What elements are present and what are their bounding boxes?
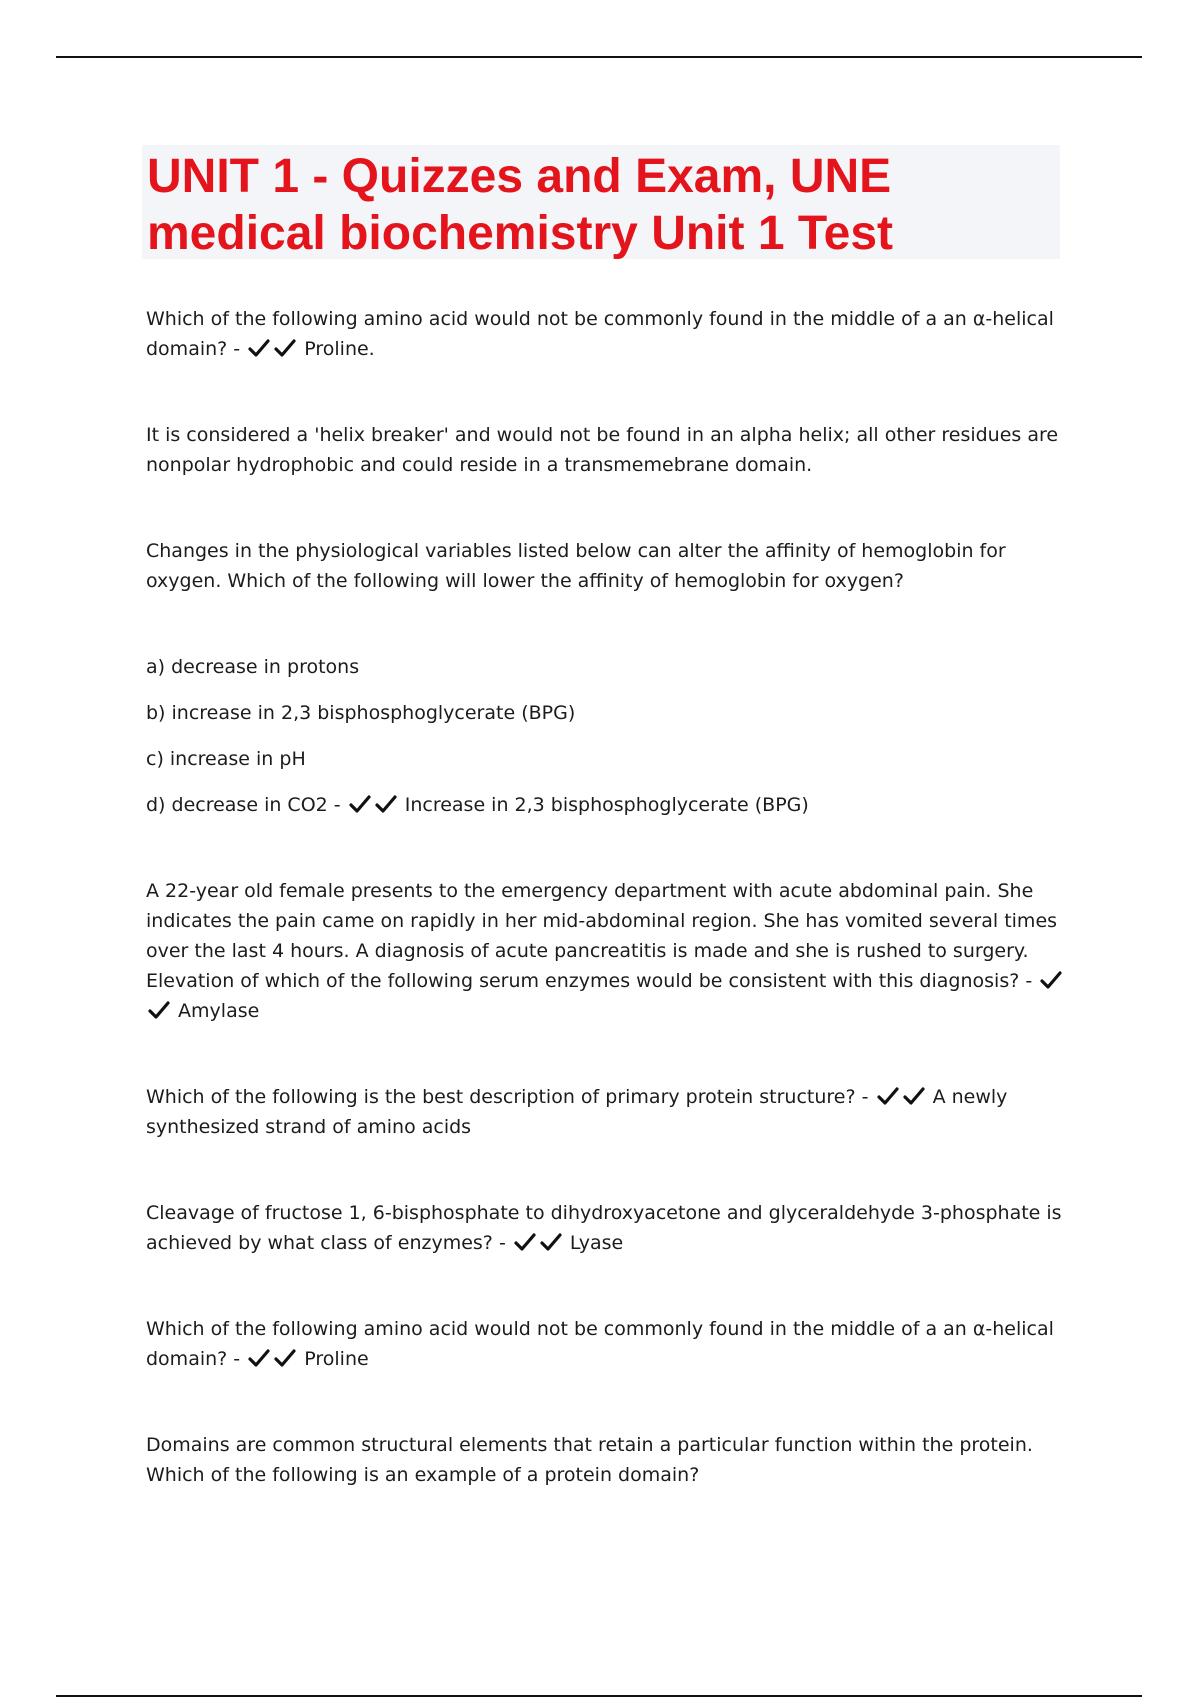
qa-item bbox=[146, 876, 1066, 1026]
qa-item bbox=[146, 1314, 1066, 1374]
option-d-text: d) decrease in CO2 bbox=[146, 794, 328, 816]
check-icon bbox=[540, 1233, 562, 1251]
answer-text: Lyase bbox=[569, 1232, 624, 1254]
qa-item bbox=[146, 1082, 1066, 1142]
answer-separator: - bbox=[498, 1232, 506, 1254]
question-paragraph: Changes in the physiological variables listed below can alter the affinity of hemoglobin for oxygen. Which of the following will lower the affinity of hemoglobin for oxygen? bbox=[146, 540, 1006, 592]
answer-separator: - bbox=[333, 794, 341, 816]
check-icon bbox=[903, 1087, 925, 1105]
question-text: Which of the following is the best description of primary protein structure? bbox=[146, 1086, 856, 1108]
qa-item bbox=[146, 304, 1066, 364]
question-text: Which of the following amino acid would not be commonly found in the middle of a an α-helical domain? bbox=[146, 308, 1054, 360]
check-icon bbox=[514, 1233, 536, 1251]
option-b: b) increase in 2,3 bisphosphoglycerate (BPG) bbox=[146, 702, 576, 724]
answer-separator: - bbox=[861, 1086, 869, 1108]
option-c: c) increase in pH bbox=[146, 748, 306, 770]
check-icon bbox=[148, 1001, 170, 1019]
answer-separator: - bbox=[233, 338, 241, 360]
check-icon bbox=[375, 795, 397, 813]
check-icon bbox=[248, 339, 270, 357]
option-a: a) decrease in protons bbox=[146, 656, 360, 678]
answer-text: Proline. bbox=[304, 338, 375, 360]
question-text: A 22-year old female presents to the emergency department with acute abdominal pain. She indicates the pain came on rapidly in her mid-abdominal region. She has vomited several times over the last 4 hours. A diagnosis of acute pancreatitis is made and she is rushed to surgery. Elevation of which of the following serum enzymes would be consistent with this diagnosis? bbox=[146, 880, 1058, 992]
top-rule bbox=[56, 56, 1142, 58]
check-icon bbox=[1040, 971, 1062, 989]
qa-item bbox=[146, 1198, 1066, 1258]
check-icon bbox=[349, 795, 371, 813]
answer-separator: - bbox=[1025, 970, 1033, 992]
question-text: Cleavage of fructose 1, 6-bisphosphate to dihydroxyacetone and glyceraldehyde 3-phosphate is achieved by what class of enzymes? bbox=[146, 1202, 1062, 1254]
question-text: Which of the following amino acid would not be commonly found in the middle of a an α-helical domain? bbox=[146, 1318, 1054, 1370]
answer-text: Proline bbox=[304, 1348, 369, 1370]
answer-text: Increase in 2,3 bisphosphoglycerate (BPG) bbox=[404, 794, 809, 816]
check-icon bbox=[248, 1349, 270, 1367]
document-body bbox=[146, 304, 1066, 1490]
answer-separator: - bbox=[233, 1348, 241, 1370]
option-d bbox=[146, 790, 1066, 820]
question-paragraph: Domains are common structural elements that retain a particular function within the protein. Which of the following is an example of a protein domain? bbox=[146, 1434, 1033, 1486]
check-icon bbox=[274, 1349, 296, 1367]
explanation-paragraph: It is considered a 'helix breaker' and would not be found in an alpha helix; all other residues are nonpolar hydrophobic and could reside in a transmemebrane domain. bbox=[146, 424, 1059, 476]
answer-text: Amylase bbox=[178, 1000, 260, 1022]
bottom-rule bbox=[56, 1695, 1142, 1697]
check-icon bbox=[877, 1087, 899, 1105]
answer-text: A newly synthesized strand of amino acids bbox=[146, 1086, 1008, 1138]
page-title: UNIT 1 - Quizzes and Exam, UNE medical biochemistry Unit 1 Test bbox=[147, 150, 893, 260]
check-icon bbox=[274, 339, 296, 357]
